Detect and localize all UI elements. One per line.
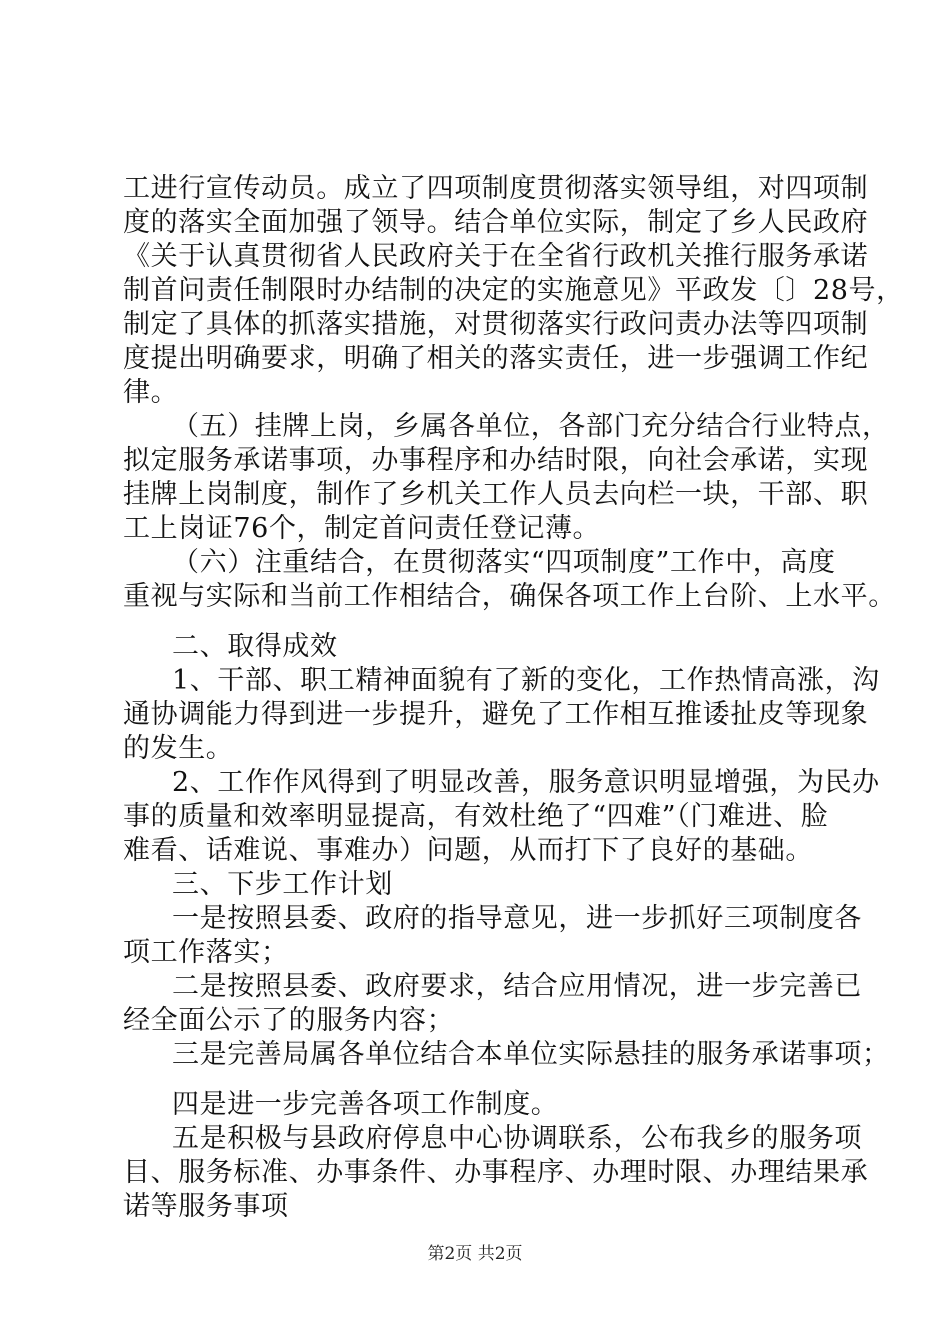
page-number-footer: 第2页 共2页 xyxy=(427,1244,523,1264)
text-line: 制首问责任制限时办结制的决定的实施意见》平政发〔〕28号， xyxy=(123,275,904,306)
text-line: 通协调能力得到进一步提升，避免了工作相互推诿扯皮等现象 xyxy=(123,699,869,730)
text-line: 目、服务标准、办事条件、办事程序、办理时限、办理结果承 xyxy=(123,1157,869,1188)
text-line: 挂牌上岗制度，制作了乡机关工作人员去向栏一块，干部、职 xyxy=(123,479,869,510)
section-heading: 二、取得成效 xyxy=(172,631,338,662)
text-line: 的发生。 xyxy=(123,733,234,764)
text-line: 律。 xyxy=(123,377,179,408)
text-line: （五）挂牌上岗，乡属各单位，各部门充分结合行业特点， xyxy=(172,411,890,442)
text-line: 经全面公示了的服务内容； xyxy=(123,1005,455,1036)
text-line: 制定了具体的抓落实措施，对贯彻落实行政问责办法等四项制 xyxy=(123,309,869,340)
text-line: 三是完善局属各单位结合本单位实际悬挂的服务承诺事项； xyxy=(172,1039,890,1070)
text-line: 五是积极与县政府停息中心协调联系，公布我乡的服务项 xyxy=(172,1123,862,1154)
text-line: 《关于认真贯彻省人民政府关于在全省行政机关推行服务承诺 xyxy=(123,241,869,272)
text-line: 四是进一步完善各项工作制度。 xyxy=(172,1089,559,1120)
text-line: 一是按照县委、政府的指导意见，进一步抓好三项制度各 xyxy=(172,903,862,934)
text-line: 事的质量和效率明显提高，有效杜绝了“四难”（门难进、脸 xyxy=(123,801,829,832)
text-line: 工上岗证76个，制定首问责任登记薄。 xyxy=(123,513,601,544)
section-heading: 三、下步工作计划 xyxy=(172,869,393,900)
text-line: 度的落实全面加强了领导。结合单位实际，制定了乡人民政府 xyxy=(123,207,869,238)
text-line: 二是按照县委、政府要求，结合应用情况，进一步完善已 xyxy=(172,971,862,1002)
text-line: 难看、话难说、事难办）问题，从而打下了良好的基础。 xyxy=(123,835,813,866)
text-line: 拟定服务承诺事项，办事程序和办结时限，向社会承诺，实现 xyxy=(123,445,869,476)
text-line: 2、工作作风得到了明显改善，服务意识明显增强，为民办 xyxy=(172,767,880,798)
text-line: 项工作落实； xyxy=(123,937,289,968)
text-line: 工进行宣传动员。成立了四项制度贯彻落实领导组，对四项制 xyxy=(123,173,869,204)
text-line: （六）注重结合，在贯彻落实“四项制度”工作中，高度 xyxy=(172,547,836,578)
text-line: 度提出明确要求，明确了相关的落实责任，进一步强调工作纪 xyxy=(123,343,869,374)
text-line: 诺等服务事项 xyxy=(123,1191,289,1222)
text-line: 1、干部、职工精神面貌有了新的变化，工作热情高涨，沟 xyxy=(172,665,880,696)
text-line: 重视与实际和当前工作相结合，确保各项工作上台阶、上水平。 xyxy=(123,581,896,612)
